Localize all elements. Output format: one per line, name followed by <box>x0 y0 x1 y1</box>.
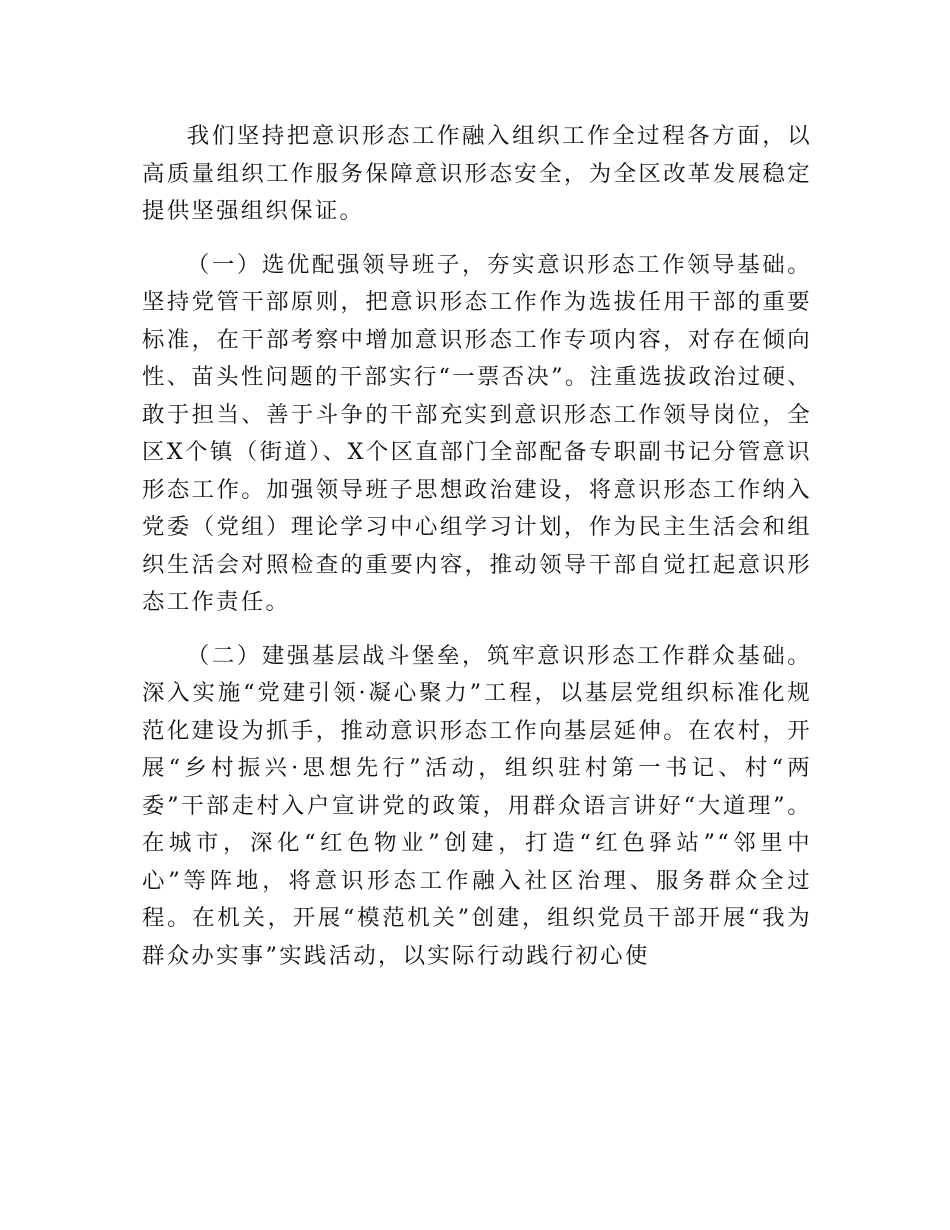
paragraph-section-one: （一）选优配强领导班子，夯实意识形态工作领导基础。坚持党管干部原则，把意识形态工作作为选拔任用干部的重要标准，在干部考察中增加意识形态工作专项内容，对存在倾向性、苗头性问题的干部实行“一票否决”。注重选拔政治过硬、敢于担当、善于斗争的干部充实到意识形态工作领导岗位，全区X个镇（街道）、X个区直部门全部配备专职副书记分管意识形态工作。加强领导班子思想政治建设，将意识形态工作纳入党委（党组）理论学习中心组学习计划，作为民主生活会和组织生活会对照检查的重要内容，推动领导干部自觉扛起意识形态工作责任。 <box>142 251 812 615</box>
document-body <box>142 118 812 975</box>
paragraph-intro: 我们坚持把意识形态工作融入组织工作全过程各方面，以高质量组织工作服务保障意识形态安全，为全区改革发展稳定提供坚强组织保证。 <box>142 123 812 224</box>
paragraph-section-two: （二）建强基层战斗堡垒，筑牢意识形态工作群众基础。深入实施“党建引领·凝心聚力”工程，以基层党组织标准化规范化建设为抓手，推动意识形态工作向基层延伸。在农村，开展“乡村振兴·思想先行”活动，组织驻村第一书记、村“两委”干部走村入户宣讲党的政策，用群众语言讲好“大道理”。在城市，深化“红色物业”创建，打造“红色驿站”“邻里中心”等阵地，将意识形态工作融入社区治理、服务群众全过程。在机关，开展“模范机关”创建，组织党员干部开展“我为群众办实事”实践活动，以实际行动践行初心使 <box>142 642 812 969</box>
